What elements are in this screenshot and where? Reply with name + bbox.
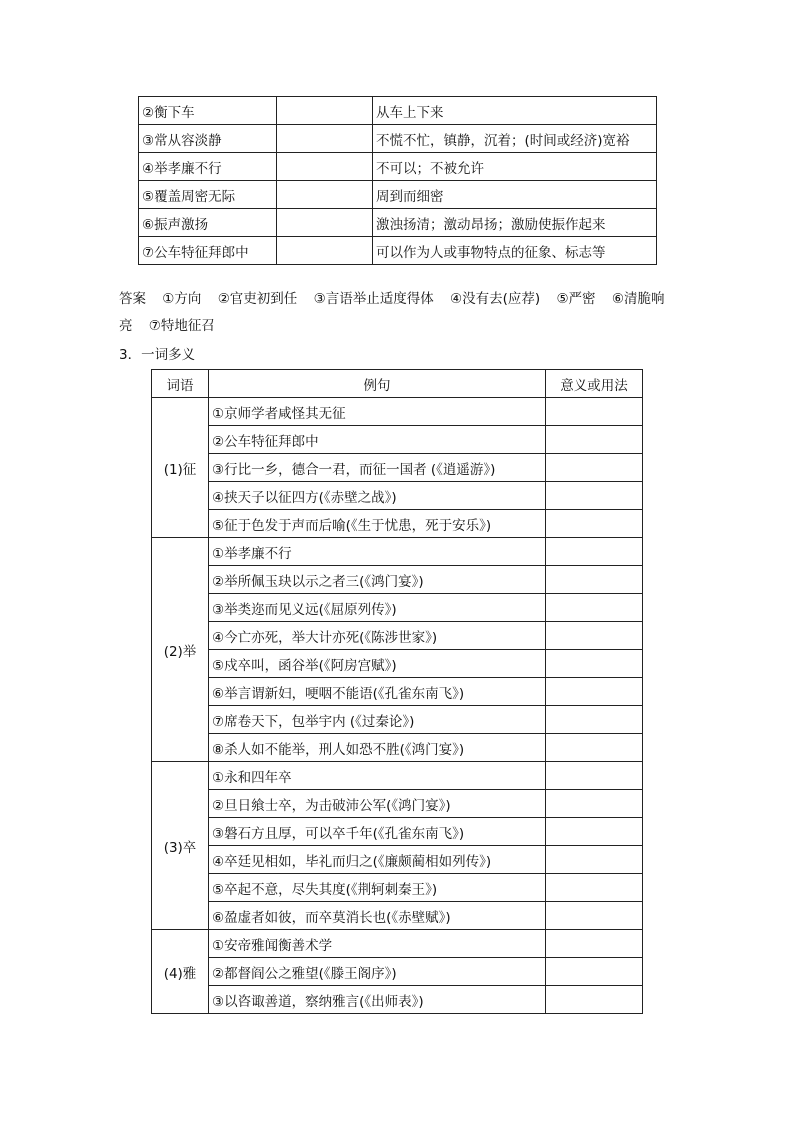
- example-cell: ⑤卒起不意，尽失其度(《荆轲刺秦王》): [209, 874, 546, 902]
- phrase-cell: ⑥振声激扬: [139, 209, 277, 237]
- answer-label: 答案: [119, 291, 146, 307]
- example-cell: ③行比一乡，德合一君，而征一国者 (《逍遥游》): [209, 454, 546, 482]
- example-cell: ①举孝廉不行: [209, 538, 546, 566]
- table-header-row: [152, 370, 643, 398]
- blank-answer-cell: [277, 97, 373, 125]
- example-cell: ④今亡亦死，举大计亦死(《陈涉世家》): [209, 622, 546, 650]
- table-row: [152, 454, 643, 482]
- vocab-table: [138, 96, 657, 265]
- blank-meaning-cell: [546, 706, 643, 734]
- table-row: [152, 622, 643, 650]
- blank-meaning-cell: [546, 846, 643, 874]
- phrase-cell: ③常从容淡静: [139, 125, 277, 153]
- answer-item: ⑦特地征召: [148, 318, 215, 334]
- example-cell: ④挟天子以征四方(《赤壁之战》): [209, 482, 546, 510]
- blank-answer-cell: [277, 209, 373, 237]
- answer-item: ④没有去(应荐): [450, 291, 541, 307]
- blank-meaning-cell: [546, 454, 643, 482]
- meaning-cell: 激浊扬清；激动昂扬；激励使振作起来: [373, 209, 657, 237]
- table-row: [139, 125, 657, 153]
- blank-meaning-cell: [546, 538, 643, 566]
- example-cell: ①安帝雅闻衡善术学: [209, 930, 546, 958]
- phrase-cell: ⑤覆盖周密无际: [139, 181, 277, 209]
- answer-item: ③言语举止适度得体: [313, 291, 434, 307]
- section-heading: 3．一词多义: [119, 347, 196, 363]
- meaning-cell: 可以作为人或事物特点的征象、标志等: [373, 237, 657, 265]
- blank-meaning-cell: [546, 398, 643, 426]
- blank-meaning-cell: [546, 566, 643, 594]
- example-cell: ⑤征于色发于声而后喻(《生于忧患，死于安乐》): [209, 510, 546, 538]
- table-row: [139, 181, 657, 209]
- answer-item: ⑥清脆响: [611, 291, 665, 307]
- table-row: [152, 678, 643, 706]
- word-cell: (3)卒: [152, 762, 209, 930]
- table-row: [139, 97, 657, 125]
- word-cell: (1)征: [152, 398, 209, 538]
- example-cell: ⑦席卷天下，包举宇内 (《过秦论》): [209, 706, 546, 734]
- answer-wrap-text: 亮: [119, 318, 133, 334]
- example-cell: ⑥举言谓新妇，哽咽不能语(《孔雀东南飞》): [209, 678, 546, 706]
- header-example: 例句: [209, 370, 546, 398]
- table-row: [152, 538, 643, 566]
- example-cell: ②旦日飨士卒，为击破沛公军(《鸿门宴》): [209, 790, 546, 818]
- meaning-cell: 周到而细密: [373, 181, 657, 209]
- answer-item: ①方向: [162, 291, 202, 307]
- phrase-cell: ②衡下车: [139, 97, 277, 125]
- example-cell: ⑥盈虚者如彼，而卒莫消长也(《赤壁赋》): [209, 902, 546, 930]
- example-cell: ③磐石方且厚，可以卒千年(《孔雀东南飞》): [209, 818, 546, 846]
- blank-meaning-cell: [546, 930, 643, 958]
- table-row: [152, 790, 643, 818]
- example-cell: ④卒廷见相如，毕礼而归之(《廉颇蔺相如列传》): [209, 846, 546, 874]
- blank-meaning-cell: [546, 902, 643, 930]
- blank-meaning-cell: [546, 650, 643, 678]
- table-row: [152, 398, 643, 426]
- blank-meaning-cell: [546, 482, 643, 510]
- table-row: [152, 426, 643, 454]
- blank-meaning-cell: [546, 594, 643, 622]
- example-cell: ⑧杀人如不能举，刑人如恐不胜(《鸿门宴》): [209, 734, 546, 762]
- meaning-cell: 不可以；不被允许: [373, 153, 657, 181]
- word-cell: (4)雅: [152, 930, 209, 1014]
- blank-meaning-cell: [546, 986, 643, 1014]
- blank-meaning-cell: [546, 510, 643, 538]
- table-row: [152, 650, 643, 678]
- blank-meaning-cell: [546, 622, 643, 650]
- table-row: [152, 958, 643, 986]
- example-cell: ②都督阎公之雅望(《滕王阁序》): [209, 958, 546, 986]
- table-row: [152, 566, 643, 594]
- answer-item: ⑤严密: [556, 291, 596, 307]
- header-meaning: 意义或用法: [546, 370, 643, 398]
- table-row: [152, 818, 643, 846]
- header-word: 词语: [152, 370, 209, 398]
- phrase-cell: ④举孝廉不行: [139, 153, 277, 181]
- table-row: [152, 510, 643, 538]
- table-row: [139, 237, 657, 265]
- example-cell: ①京师学者咸怪其无征: [209, 398, 546, 426]
- answer-item: ②官吏初到任: [217, 291, 298, 307]
- blank-meaning-cell: [546, 790, 643, 818]
- blank-meaning-cell: [546, 818, 643, 846]
- blank-answer-cell: [277, 153, 373, 181]
- blank-answer-cell: [277, 237, 373, 265]
- blank-answer-cell: [277, 125, 373, 153]
- table-row: [152, 734, 643, 762]
- phrase-cell: ⑦公车特征拜郎中: [139, 237, 277, 265]
- blank-meaning-cell: [546, 734, 643, 762]
- blank-meaning-cell: [546, 874, 643, 902]
- answer-line-continued: [119, 314, 215, 334]
- table-row: [152, 874, 643, 902]
- word-cell: (2)举: [152, 538, 209, 762]
- table-row: [152, 762, 643, 790]
- meaning-cell: 不慌不忙，镇静，沉着；(时间或经济)宽裕: [373, 125, 657, 153]
- table-row: [152, 594, 643, 622]
- table-row: [152, 930, 643, 958]
- table-row: [152, 706, 643, 734]
- polysemy-table: [151, 369, 643, 1014]
- table-row: [152, 986, 643, 1014]
- blank-meaning-cell: [546, 958, 643, 986]
- table-row: [139, 209, 657, 237]
- meaning-cell: 从车上下来: [373, 97, 657, 125]
- example-cell: ③以咨诹善道，察纳雅言(《出师表》): [209, 986, 546, 1014]
- table-row: [152, 846, 643, 874]
- blank-answer-cell: [277, 181, 373, 209]
- example-cell: ③举类迩而见义远(《屈原列传》): [209, 594, 546, 622]
- table-row: [139, 153, 657, 181]
- blank-meaning-cell: [546, 678, 643, 706]
- blank-meaning-cell: [546, 762, 643, 790]
- table-row: [152, 902, 643, 930]
- example-cell: ②公车特征拜郎中: [209, 426, 546, 454]
- answer-line: [119, 287, 664, 307]
- example-cell: ①永和四年卒: [209, 762, 546, 790]
- table-row: [152, 482, 643, 510]
- blank-meaning-cell: [546, 426, 643, 454]
- example-cell: ⑤戍卒叫，函谷举(《阿房宫赋》): [209, 650, 546, 678]
- example-cell: ②举所佩玉玦以示之者三(《鸿门宴》): [209, 566, 546, 594]
